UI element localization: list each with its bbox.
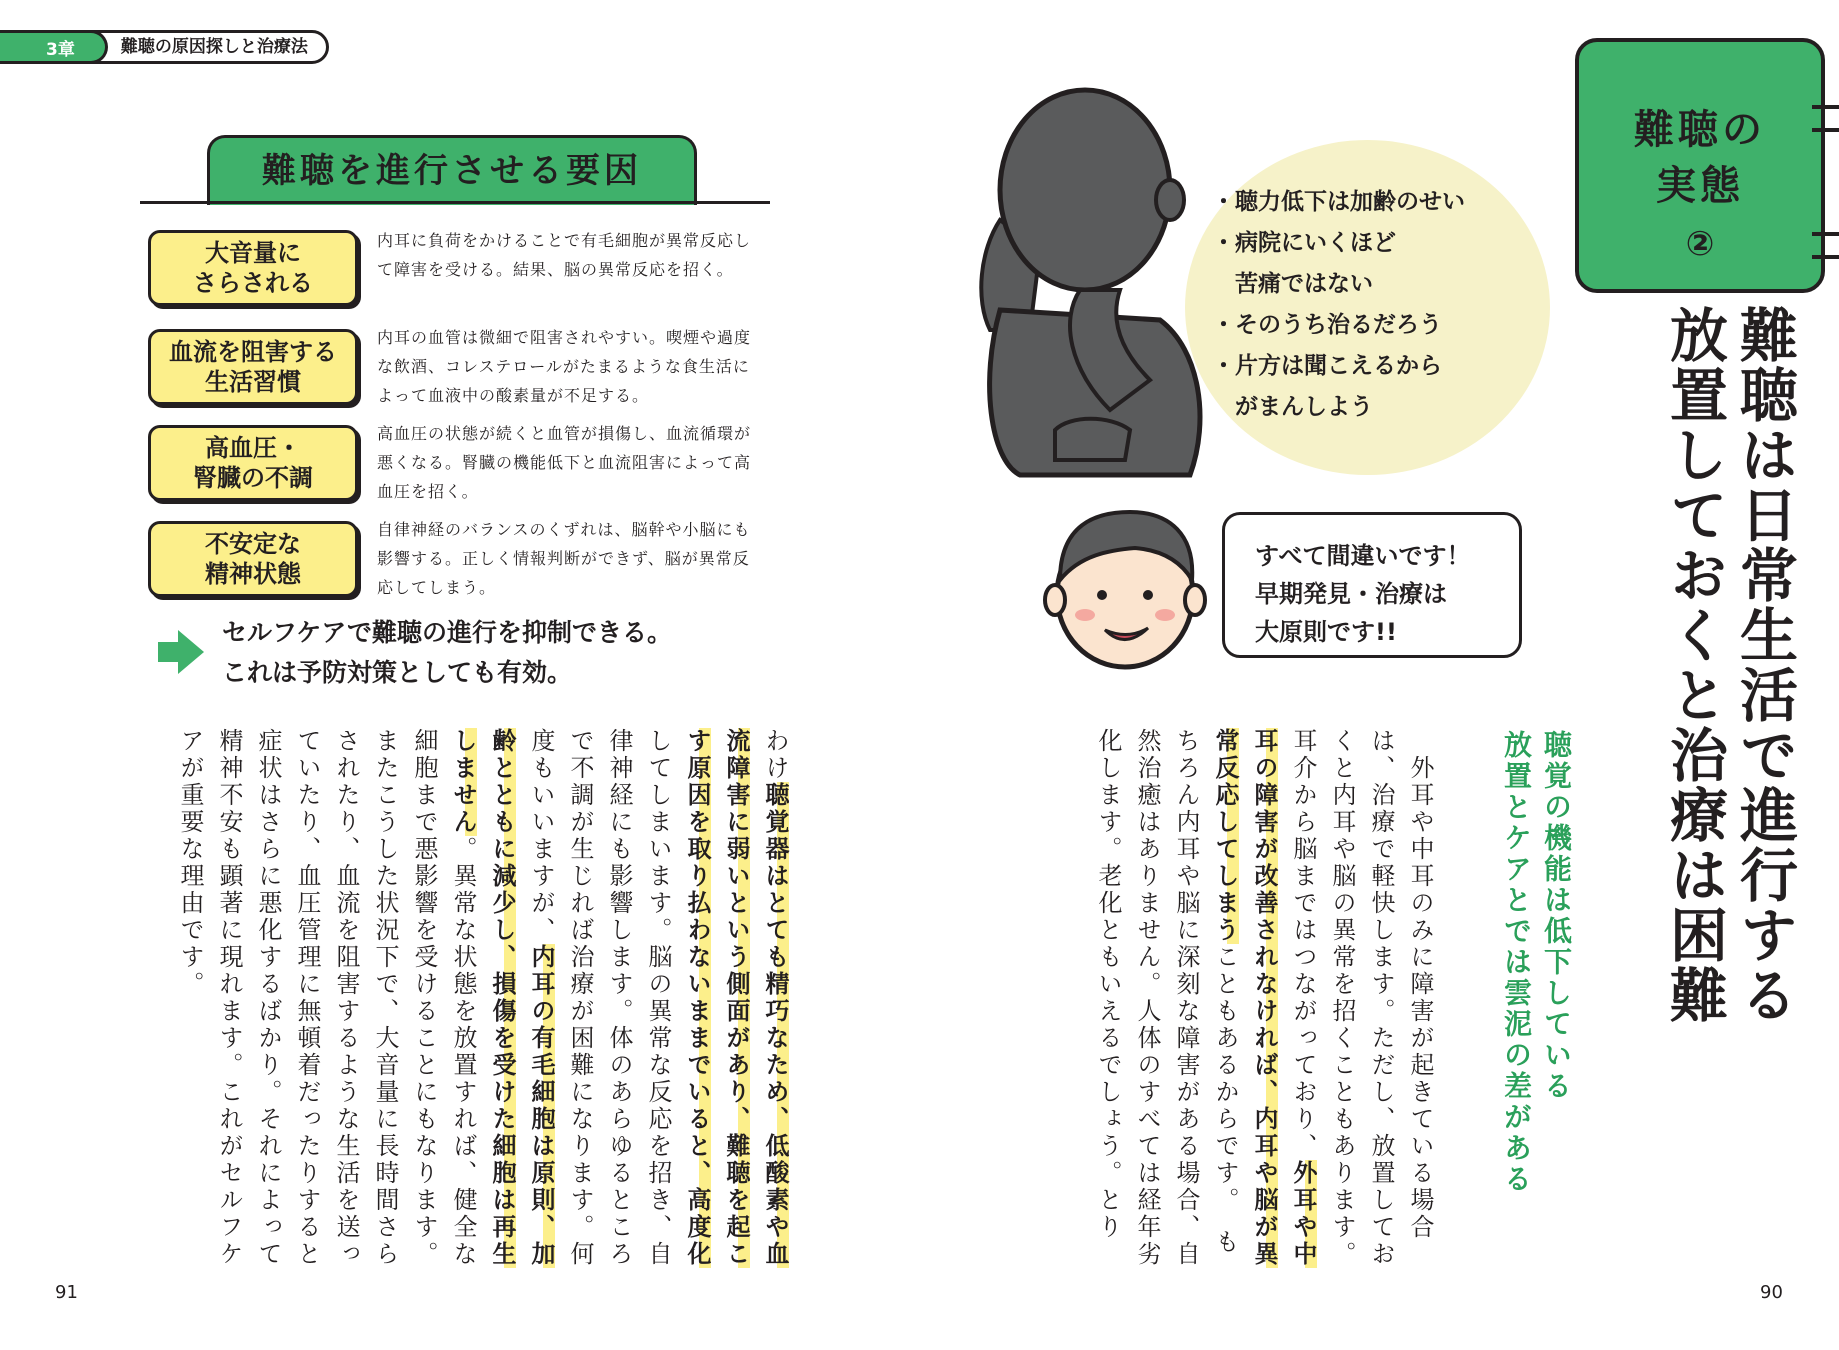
tab-line — [1812, 255, 1839, 259]
factor-tag-blood-pressure: 高血圧・ 腎臓の不調 — [148, 425, 358, 501]
speech-line: 大原則です!! — [1255, 618, 1397, 646]
factor-desc-lifestyle: 内耳の血管は微細で阻害されやすい。喫煙や過度な飲酒、コレステロールがたまるような食生活によって血液中の酸素量が不足する。 — [377, 328, 752, 405]
subtitle: 聴覚の機能は低下している 放置とケアとでは雲泥の差がある — [1500, 730, 1573, 1195]
thought-item: ・そのうち治るだろう — [1212, 312, 1442, 338]
body-text: 。異常な状態を放置すれば、健全な細胞まで悪影響を受けることにもなります。 またこうした状況下で、大音量に長時間さらされたり、血流を阻害するような生活を送っていたり、血圧管理に無頓着だったりすると症状はさらに悪化するばかり。それによって精神不安も顕著に現れます。これがセルフケアが重要な理由です。 — [176, 728, 477, 1283]
main-title: 難聴は日常生活で進行する 放置しておくと治療は困難 — [1660, 305, 1798, 1025]
body-text: こともあるからです。 もちろん内耳や脳に深刻な障害がある場合、自然治癒はありません。人体のすべては経年劣化します。老化ともいえるでしょう。とり — [1094, 728, 1239, 1268]
body-text-right — [1088, 728, 1439, 1268]
highlight-text: 内耳の有毛細胞は原則、加齢とともに減少し、損傷を受けた細胞は再生しません — [449, 728, 555, 1268]
factors-header: 難聴を進行させる要因 — [207, 135, 697, 205]
thought-list — [1212, 182, 1542, 428]
factor-tag-lifestyle: 血流を阻害する 生活習慣 — [148, 329, 358, 405]
thought-item: ・病院にいくほど 苦痛ではない — [1212, 230, 1396, 297]
tab-line — [1812, 128, 1839, 132]
highlight-text: 外耳や中耳の障害が改善されなければ、内耳や脳が異常反応してしまう — [1211, 728, 1317, 1268]
summary-text: セルフケアで難聴の進行を抑制できる。 これは予防対策としても有効。 — [222, 618, 673, 687]
page-number-left: 91 — [55, 1282, 78, 1303]
factor-desc-loud-noise: 内耳に負荷をかけることで有毛細胞が異常反応して障害を受ける。結果、脳の異常反応を招く。 — [377, 231, 752, 279]
chapter-title: 難聴の原因探しと治療法 — [86, 30, 329, 64]
tab-line — [1812, 232, 1839, 236]
worried-person-illustration — [960, 80, 1230, 480]
chapter-tag — [0, 30, 329, 64]
highlight-text: 聴覚器はとても精巧なため、低酸素や血流障害に弱いという側面があり、難聴を起こす原因を取り払わないままでいると、高度化 — [683, 728, 789, 1268]
speech-line: すべて間違いです！ — [1255, 542, 1471, 570]
arrow-right-icon — [158, 630, 206, 674]
section-number: ② — [1685, 224, 1715, 264]
doctor-face-illustration — [1040, 500, 1220, 675]
thought-item: ・片方は聞こえるから がまんしよう — [1212, 353, 1442, 420]
body-text: してしまいます。脳の異常な反応を招き、自律神経にも影響します。体のあらゆるところで不調が生じれば治療が困難になります。何度もいいますが、 — [527, 728, 672, 1268]
divider — [140, 201, 770, 204]
speech-line: 早期発見・治療は — [1255, 580, 1447, 608]
section-title-box — [1575, 38, 1825, 293]
factor-tag-loud-noise: 大音量に さらされる — [148, 230, 358, 306]
body-text-left — [170, 728, 794, 1283]
factor-desc-blood-pressure: 高血圧の状態が続くと血管が損傷し、血流循環が悪くなる。腎臓の機能低下と血流阻害によって高血圧を招く。 — [377, 424, 752, 501]
body-text: 外耳や中耳のみに障害が起きている場合は、治療で軽快します。ただし、放置しておくと内耳や脳の異常を招くこともあります。耳介から脳まではつながっており、 — [1289, 728, 1434, 1268]
speech-bubble — [1222, 512, 1522, 658]
factor-tag-mental-state: 不安定な 精神状態 — [148, 521, 358, 597]
page-number-right: 90 — [1760, 1282, 1783, 1303]
thought-item: ・聴力低下は加齢のせい — [1212, 189, 1465, 215]
section-title: 難聴の 実態 — [1634, 107, 1766, 209]
tab-line — [1812, 105, 1839, 109]
factor-desc-mental-state: 自律神経のバランスのくずれは、脳幹や小脳にも影響する。正しく情報判断ができず、脳が異常反応してしまう。 — [377, 520, 751, 597]
chapter-number: 3章 — [0, 30, 108, 64]
body-text: わけ — [761, 728, 789, 782]
